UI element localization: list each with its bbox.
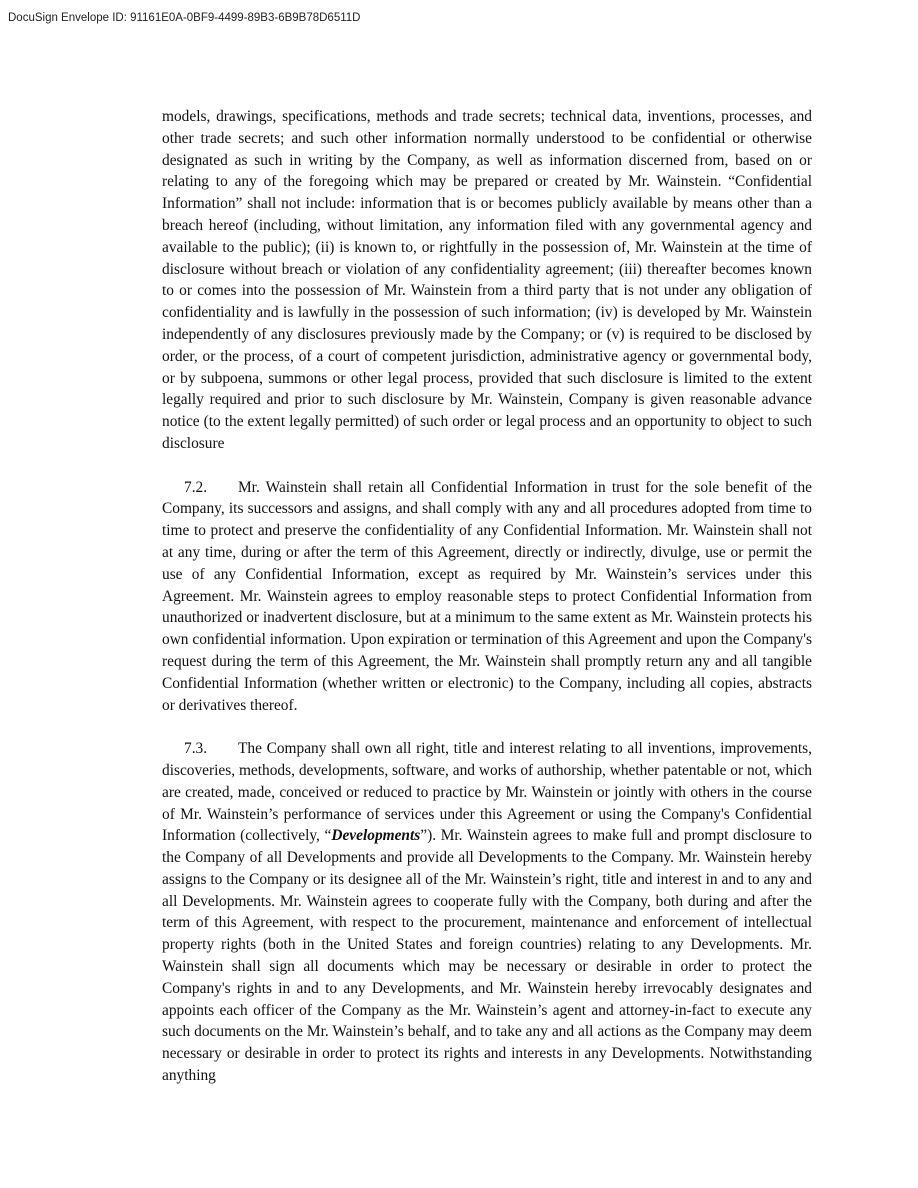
document-body (162, 106, 812, 1087)
paragraph-continuation: models, drawings, specifications, methods and trade secrets; technical data, inventions, processes, and other trade secrets; and such other information normally understood to be confidential or otherwise designated as such in writing by the Company, as well as information discerned from, based on or relating to any of the foregoing which may be prepared or created by Mr. Wainstein. “Confidential Information” shall not include: information that is or becomes publicly available by means other than a breach hereof (including, without limitation, any information filed with any governmental agency and available to the public); (ii) is known to, or rightfully in the possession of, Mr. Wainstein at the time of disclosure without breach or violation of any confidentiality agreement; (iii) thereafter becomes known to or comes into the possession of Mr. Wainstein from a third party that is not under any obligation of confidentiality and is lawfully in the possession of such information; (iv) is developed by Mr. Wainstein independently of any disclosures previously made by the Company; or (v) is required to be disclosed by order, or the process, of a court of competent jurisdiction, administrative agency or governmental body, or by subpoena, summons or other legal process, provided that such disclosure is limited to the extent legally required and prior to such disclosure by Mr. Wainstein, Company is given reasonable advance notice (to the extent legally permitted) of such order or legal process and an opportunity to object to such disclosure (162, 108, 812, 452)
docusign-envelope-id: DocuSign Envelope ID: 91161E0A-0BF9-4499-89B3-6B9B78D6511D (8, 12, 361, 24)
section-7-3-text-after-term: ”). Mr. Wainstein agrees to make full and prompt disclosure to the Company of all Developments and provide all Developments to the Company. Mr. Wainstein hereby assigns to the Company or its designee all of the Mr. Wainstein’s right, title and interest in and to any and all Developments. Mr. Wainstein agrees to cooperate fully with the Company, both during and after the term of this Agreement, with respect to the procurement, maintenance and enforcement of intellectual property rights (both in the United States and foreign countries) relating to any Developments. Mr. Wainstein shall sign all documents which may be necessary or desirable in order to protect the Company's rights in and to any Developments, and Mr. Wainstein hereby irrevocably designates and appoints each officer of the Company as the Mr. Wainstein’s agent and attorney-in-fact to execute any such documents on the Mr. Wainstein’s behalf, and to take any and all actions as the Company may deem necessary or desirable in order to protect its rights and interests in any Developments. Notwithstanding anything (162, 827, 812, 1085)
section-7-3-number: 7.3. (184, 740, 208, 758)
section-7-2-text: Mr. Wainstein shall retain all Confidential Information in trust for the sole benefit of the Company, its successors and assigns, and shall comply with any and all procedures adopted from time to time to protect and preserve the confidentiality of any Confidential Information. Mr. Wainstein shall not at any time, during or after the term of this Agreement, directly or indirectly, divulge, use or permit the use of any Confidential Information, except as required by Mr. Wainstein’s services under this Agreement. Mr. Wainstein agrees to employ reasonable steps to protect Confidential Information from unauthorized or inadvertent disclosure, but at a minimum to the same extent as Mr. Wainstein protects his own confidential information. Upon expiration or termination of this Agreement and upon the Company's request during the term of this Agreement, the Mr. Wainstein shall promptly return any and all tangible Confidential Information (whether written or electronic) to the Company, including all copies, abstracts or derivatives thereof. (162, 478, 812, 714)
section-7-3 (162, 738, 812, 1087)
defined-term-developments: Developments (331, 827, 421, 845)
section-7-2 (162, 477, 812, 717)
section-7-2-number: 7.2. (184, 478, 208, 496)
section-7-3-text-before-term: The Company shall own all right, title and interest relating to all inventions, improvements, discoveries, methods, developments, software, and works of authorship, whether patentable or not, which are created, made, conceived or reduced to practice by Mr. Wainstein or jointly with others in the course of Mr. Wainstein’s performance of services under this Agreement or using the Company's Confidential Information (collectively, “ (162, 740, 812, 845)
